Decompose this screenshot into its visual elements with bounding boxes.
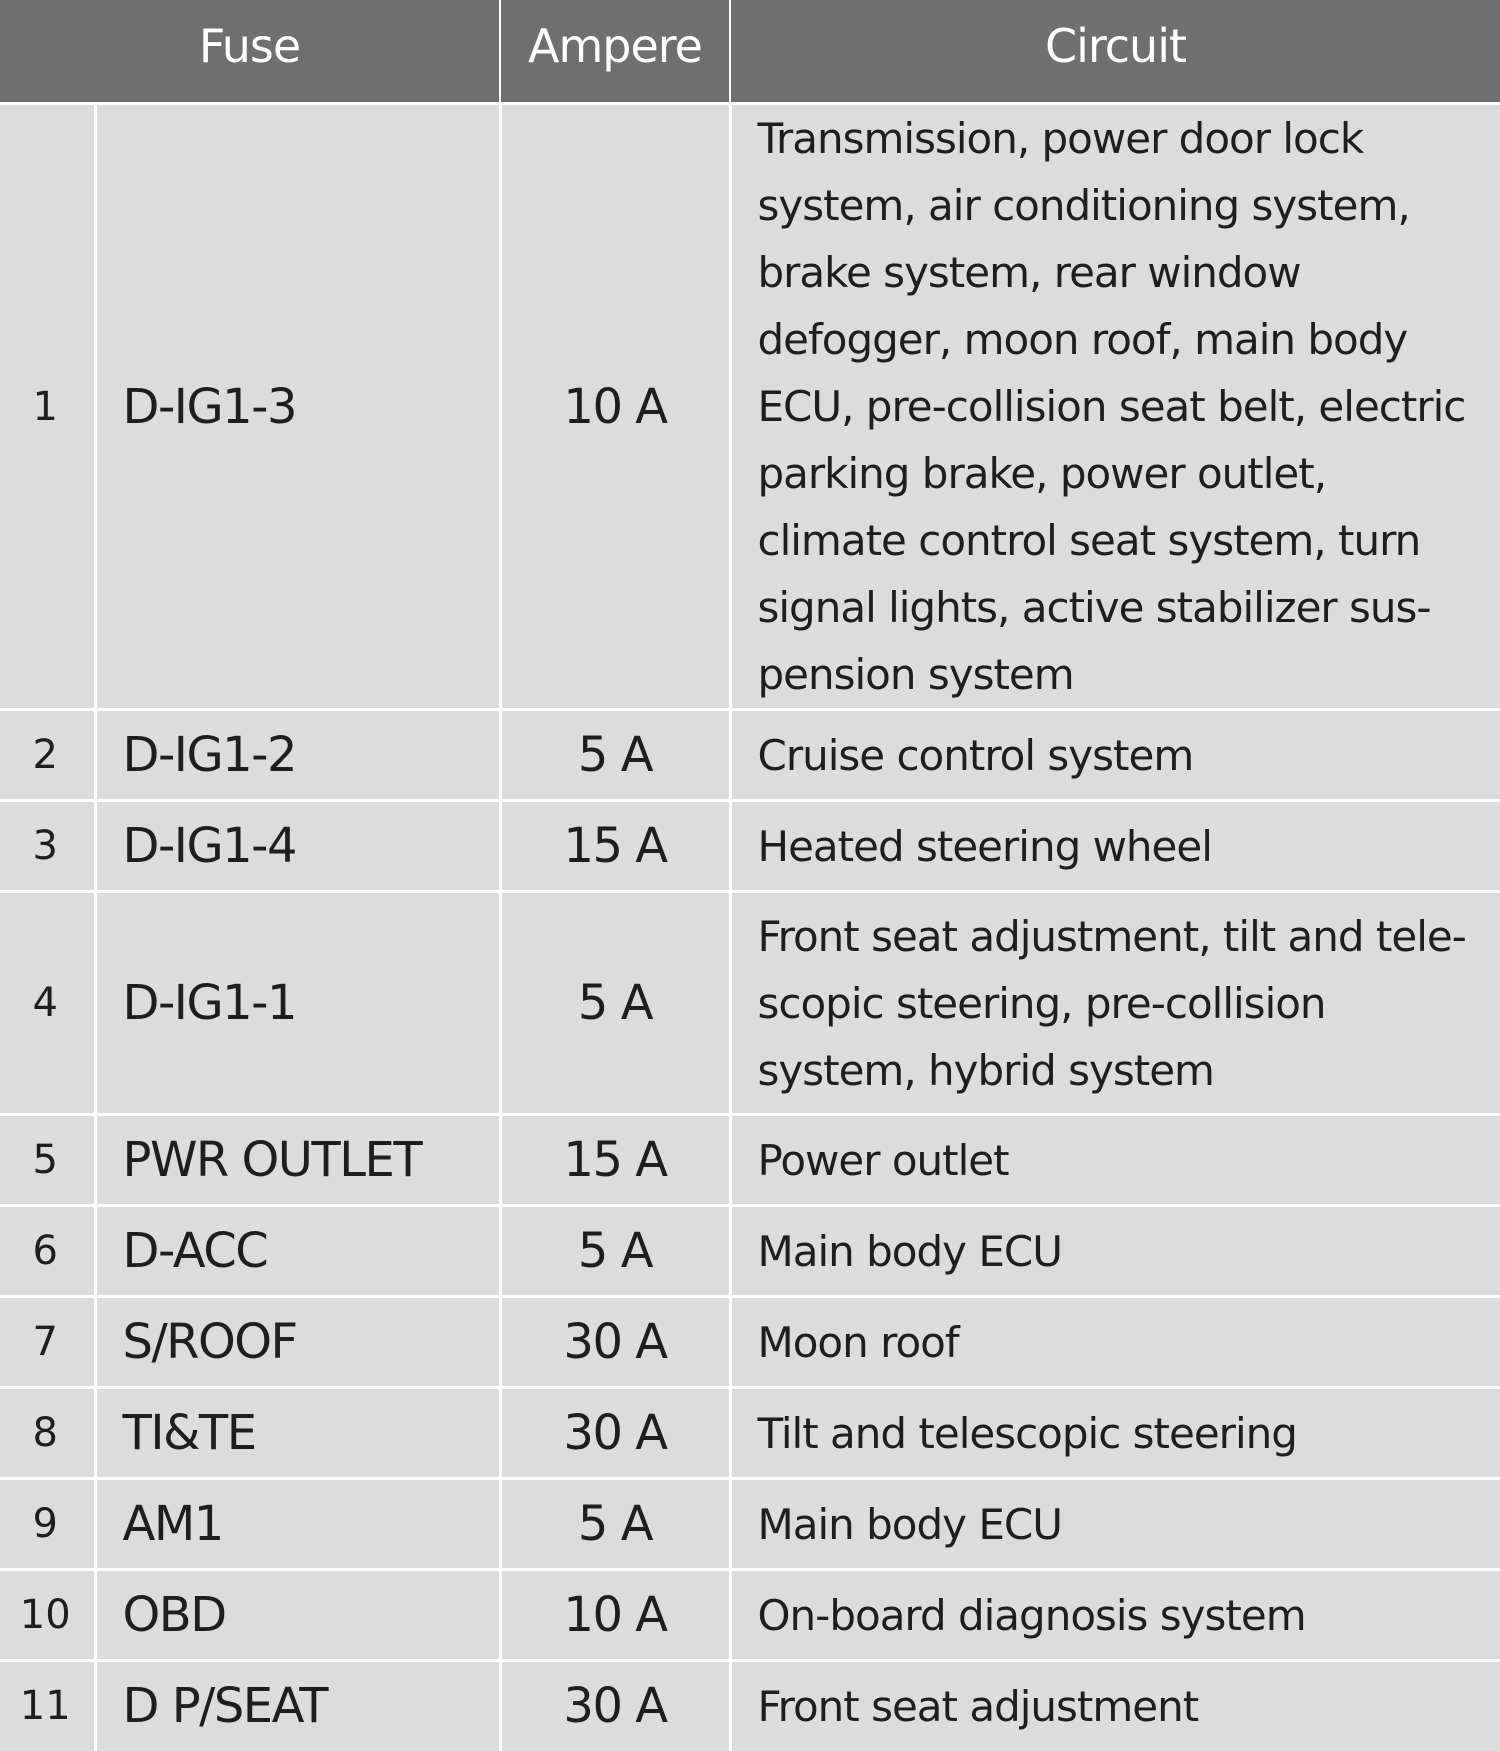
fuse-name: AM1 (95, 1479, 500, 1570)
fuse-name: PWR OUTLET (95, 1115, 500, 1206)
fuse-number: 4 (0, 892, 95, 1115)
fuse-ampere: 5 A (500, 1206, 730, 1297)
table-row (0, 1388, 1500, 1479)
fuse-ampere: 30 A (500, 1661, 730, 1751)
fuse-name: D-IG1-3 (95, 104, 500, 710)
table-row (0, 1479, 1500, 1570)
fuse-number: 2 (0, 710, 95, 801)
table-header (0, 0, 1500, 104)
fuse-ampere: 10 A (500, 1570, 730, 1661)
fuse-circuit: Front seat adjustment, tilt and tele-scopic steering, pre-collision system, hybrid system (730, 892, 1500, 1115)
fuse-circuit: Cruise control system (730, 710, 1500, 801)
fuse-circuit: Front seat adjustment (730, 1661, 1500, 1751)
fuse-number: 6 (0, 1206, 95, 1297)
table-row (0, 1115, 1500, 1206)
fuse-ampere: 5 A (500, 1479, 730, 1570)
fuse-number: 3 (0, 801, 95, 892)
fuse-circuit: Main body ECU (730, 1206, 1500, 1297)
fuse-name: D P/SEAT (95, 1661, 500, 1751)
fuse-number: 5 (0, 1115, 95, 1206)
table-row (0, 1206, 1500, 1297)
fuse-number: 10 (0, 1570, 95, 1661)
table-body (0, 104, 1500, 1751)
fuse-name: S/ROOF (95, 1297, 500, 1388)
fuse-name: TI&TE (95, 1388, 500, 1479)
fuse-name: D-IG1-1 (95, 892, 500, 1115)
fuse-name: D-ACC (95, 1206, 500, 1297)
fuse-number: 7 (0, 1297, 95, 1388)
fuse-circuit: Tilt and telescopic steering (730, 1388, 1500, 1479)
fuse-ampere: 5 A (500, 710, 730, 801)
fuse-circuit: On-board diagnosis system (730, 1570, 1500, 1661)
table-row (0, 710, 1500, 801)
fuse-number: 11 (0, 1661, 95, 1751)
fuse-number: 9 (0, 1479, 95, 1570)
header-fuse: Fuse (0, 0, 500, 104)
table-row (0, 1661, 1500, 1751)
header-ampere: Ampere (500, 0, 730, 104)
header-circuit: Circuit (730, 0, 1500, 104)
fuse-ampere: 5 A (500, 892, 730, 1115)
table-row (0, 892, 1500, 1115)
fuse-name: OBD (95, 1570, 500, 1661)
fuse-ampere: 30 A (500, 1388, 730, 1479)
table-row (0, 1297, 1500, 1388)
header-row (0, 0, 1500, 104)
fuse-ampere: 15 A (500, 801, 730, 892)
fuse-circuit: Moon roof (730, 1297, 1500, 1388)
table-row (0, 1570, 1500, 1661)
fuse-number: 1 (0, 104, 95, 710)
fuse-ampere: 10 A (500, 104, 730, 710)
fuse-circuit: Heated steering wheel (730, 801, 1500, 892)
fuse-circuit: Transmission, power door lock system, air conditioning system, brake system, rear window defogger, moon roof, main body ECU, pre-collision seat belt, electric parking brake, power outlet, climate control seat system, turn signal lights, active stabilizer sus-pension system (730, 104, 1500, 710)
table-row (0, 801, 1500, 892)
table-row (0, 104, 1500, 710)
fuse-name: D-IG1-2 (95, 710, 500, 801)
fuse-name: D-IG1-4 (95, 801, 500, 892)
fuse-number: 8 (0, 1388, 95, 1479)
fuse-circuit: Power outlet (730, 1115, 1500, 1206)
fuse-ampere: 15 A (500, 1115, 730, 1206)
fuse-ampere: 30 A (500, 1297, 730, 1388)
fuse-circuit: Main body ECU (730, 1479, 1500, 1570)
